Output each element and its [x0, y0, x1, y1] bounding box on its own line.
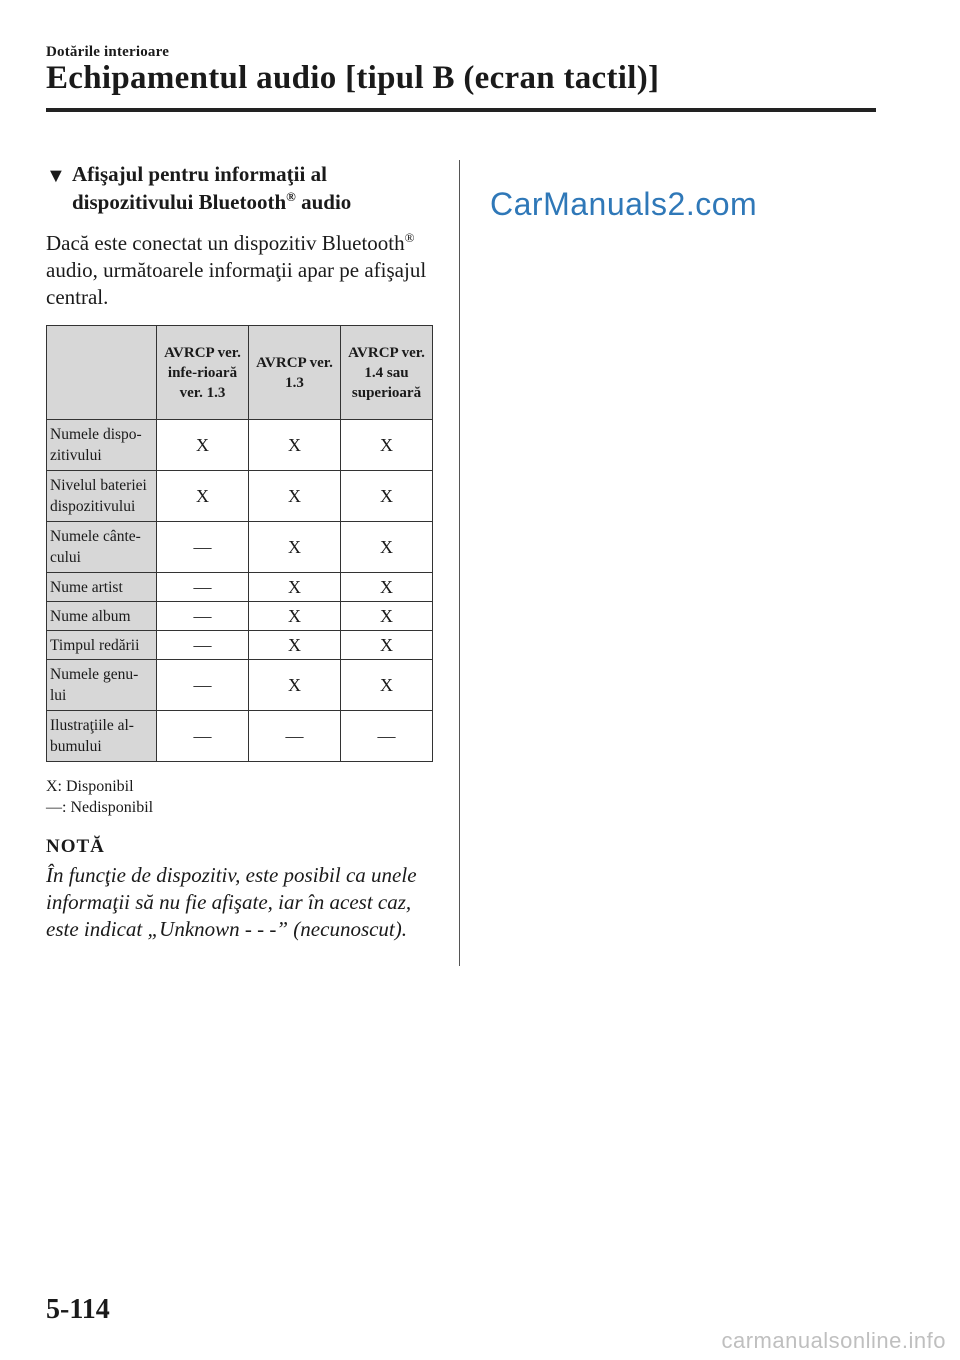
table-cell: — [157, 631, 249, 660]
intro-text-2: audio, următoarele informaţii apar pe afişajul central. [46, 258, 427, 309]
triangle-marker-icon: ▼ [46, 165, 66, 187]
table-cell: X [341, 602, 433, 631]
table-cell: X [249, 573, 341, 602]
table-row [47, 420, 433, 471]
row-label: Nivelul bateriei dispozitivului [47, 471, 157, 522]
table-cell: — [157, 573, 249, 602]
table-cell: — [157, 711, 249, 762]
heading-line1: Afişajul pentru informaţii al [72, 162, 327, 186]
column-header: AVRCP ver. 1.4 sau superioară [341, 326, 433, 420]
subsection-heading [46, 160, 436, 216]
table-cell: — [157, 602, 249, 631]
table-cell: — [157, 522, 249, 573]
row-label: Nume album [47, 602, 157, 631]
page-number: 5-114 [46, 1294, 110, 1325]
table-cell: X [249, 471, 341, 522]
table-row [47, 602, 433, 631]
watermark-logo: CarManuals2.com [490, 186, 758, 222]
table-cell: X [249, 522, 341, 573]
heading-registered-mark: ® [286, 189, 296, 204]
row-label: Nume artist [47, 573, 157, 602]
note-text: În funcţie de dispozitiv, este posibil ca unele informaţii să nu fie afişate, iar în acest caz, este indicat „Unknown - - -” (necunoscut). [46, 863, 417, 941]
table-cell: — [157, 660, 249, 711]
column-header: AVRCP ver. infe-rioară ver. 1.3 [157, 326, 249, 420]
legend-available: X: Disponibil [46, 778, 134, 795]
table-cell: X [341, 573, 433, 602]
table-cell: X [249, 420, 341, 471]
table-cell: X [157, 471, 249, 522]
table-cell: X [249, 602, 341, 631]
section-label: Dotările interioare [46, 44, 170, 60]
legend-unavailable: —: Nedisponibil [46, 799, 154, 816]
info-table [46, 325, 433, 762]
heading-line2-end: audio [295, 190, 352, 214]
table-legend [46, 776, 436, 818]
table-cell: — [249, 711, 341, 762]
intro-paragraph [46, 230, 436, 311]
intro-registered-mark: ® [404, 230, 415, 245]
row-label: Timpul redării [47, 631, 157, 660]
footer-watermark: carmanualsonline.info [721, 1328, 946, 1353]
column-header: AVRCP ver. 1.3 [249, 326, 341, 420]
heading-line2: dispozitivului Bluetooth [72, 190, 287, 214]
table-row [47, 631, 433, 660]
table-cell: X [341, 631, 433, 660]
table-cell: X [157, 420, 249, 471]
table-row [47, 711, 433, 762]
table-row [47, 660, 433, 711]
row-label: Ilustraţiile al-bumului [47, 711, 157, 762]
row-label: Numele cânte-cului [47, 522, 157, 573]
intro-text-1: Dacă este conectat un dispozitiv Bluetooth [46, 231, 405, 255]
table-cell: X [341, 522, 433, 573]
title-rule [46, 108, 876, 112]
row-label: Numele dispo-zitivului [47, 420, 157, 471]
table-cell: X [249, 660, 341, 711]
note-heading: NOTĂ [46, 836, 105, 857]
column-divider [459, 160, 460, 966]
table-cell: X [341, 660, 433, 711]
table-row [47, 522, 433, 573]
table-header-row [47, 326, 433, 420]
table-cell: X [341, 471, 433, 522]
table-row [47, 573, 433, 602]
row-label: Numele genu-lui [47, 660, 157, 711]
table-corner-cell [47, 326, 157, 420]
table-cell: X [249, 631, 341, 660]
table-cell: X [341, 420, 433, 471]
left-column [46, 160, 436, 943]
table-row [47, 471, 433, 522]
table-cell: — [341, 711, 433, 762]
page-title: Echipamentul audio [tipul B (ecran tactil)] [46, 60, 660, 96]
